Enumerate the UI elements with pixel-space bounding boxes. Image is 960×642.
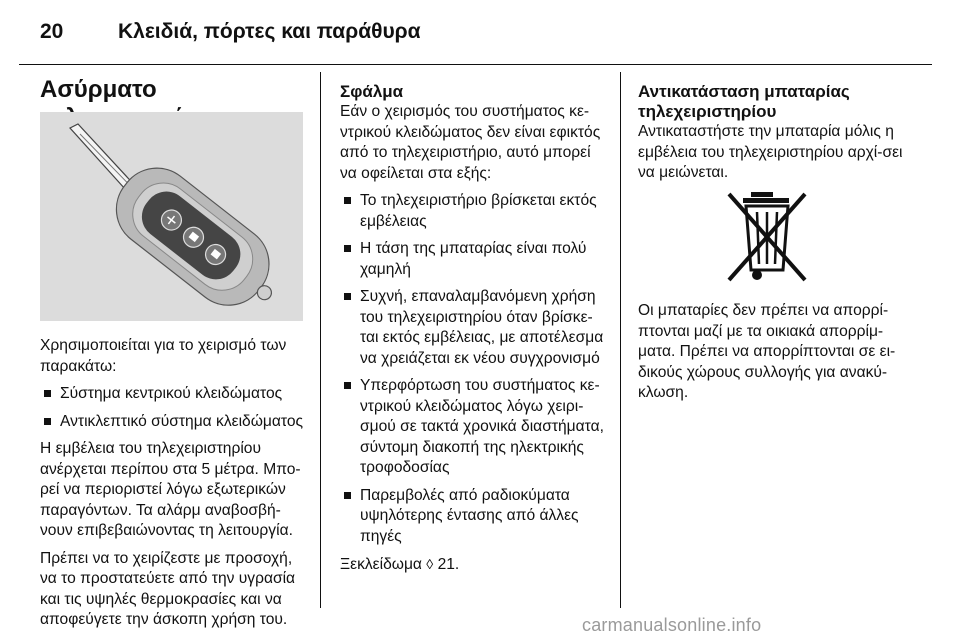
- list-item-text: Το τηλεχειριστήριο βρίσκεται εκτός εμβέλειας: [360, 192, 597, 230]
- list-item-text: Αντικλεπτικό σύστημα κλειδώματος: [60, 412, 304, 430]
- list-item: [340, 486, 608, 548]
- fault-list: [340, 191, 608, 547]
- header-rule: [19, 64, 932, 65]
- list-item-text: Παρεμβολές από ραδιοκύματα υψηλότερης έντασης από άλλες πηγές: [360, 486, 579, 545]
- list-item: [340, 287, 608, 369]
- list-item-text: Η τάση της μπαταρίας είναι πολύ χαμηλή: [360, 240, 587, 278]
- list-item: [40, 412, 308, 433]
- range-paragraph: Η εμβέλεια του τηλεχειριστηρίου ανέρχεται περίπου στα 5 μέτρα. Μπο-ρεί να περιοριστεί λόγω εξωτερικών παραγόντων. Τα αλάρμ αναβοσβή-νουν επιβεβαιώνοντας τη λειτουργία.: [40, 440, 301, 539]
- intro-text: Χρησιμοποιείται για το χειρισμό των παρακάτω:: [40, 337, 287, 375]
- bullet-square-icon: [344, 245, 351, 252]
- flip-key-icon: [40, 112, 303, 321]
- list-item-text: Συχνή, επαναλαμβανόμενη χρήση του τηλεχειριστηρίου όταν βρίσκε-ται εκτός εμβέλειας, με αποτέλεσμα να χρειάζεται εκ νέου συγχρονισμό: [360, 288, 604, 367]
- right-bottom: [638, 301, 906, 411]
- column-divider-1: [320, 72, 321, 608]
- right-top: [638, 82, 906, 191]
- bullet-square-icon: [44, 418, 51, 425]
- cross-reference[interactable]: [340, 554, 608, 576]
- bullet-square-icon: [344, 197, 351, 204]
- list-item: [340, 191, 608, 232]
- list-item: [340, 376, 608, 479]
- battery-paragraph: Αντικαταστήστε την μπαταρία μόλις η εμβέλεια του τηλεχειριστηρίου αρχί-σει να μειώνεται.: [638, 123, 903, 181]
- crossed-bin-image: [715, 186, 819, 286]
- crossed-out-wheelie-bin-icon: [715, 186, 819, 286]
- list-item-text: Υπερφόρτωση του συστήματος κε-ντρικού κλειδώματος λόγω χειρι-σμού σε τακτά χρονικά διαστήματα, σύντομη διακοπή της ηλεκτρικής τροφοδοσίας: [360, 377, 604, 476]
- fault-intro: Εάν ο χειρισμός του συστήματος κε-ντρικού κλειδώματος δεν είναι εφικτός από το τηλεχειριστήριο, αυτό μπορεί να οφείλεται στα εξής:: [340, 103, 601, 182]
- care-paragraph: Πρέπει να το χειρίζεστε με προσοχή, να το προστατεύετε από την υγρασία και τις υψηλές θερμοκρασίες και να αποφεύγετε την άσκοπη χρήση του.: [40, 549, 296, 628]
- chapter-title: Κλειδιά, πόρτες και παράθυρα: [118, 20, 421, 43]
- middle-body: [340, 82, 608, 583]
- remote-key-image: [40, 112, 303, 321]
- left-body: [40, 336, 308, 638]
- section-heading: Ασύρματο: [40, 76, 157, 103]
- list-item: [40, 384, 308, 405]
- list-item: [340, 239, 608, 280]
- fault-heading: Σφάλμα: [340, 82, 404, 101]
- site-watermark: carmanualsonline.info: [582, 615, 762, 635]
- bullet-square-icon: [344, 382, 351, 389]
- xref-page: 21.: [437, 556, 460, 573]
- bullet-square-icon: [44, 390, 51, 397]
- bullet-square-icon: [344, 492, 351, 499]
- feature-list: [40, 384, 308, 432]
- xref-arrow-icon: ◊: [426, 556, 434, 572]
- page-number: 20: [40, 20, 64, 43]
- column-divider-2: [620, 72, 621, 608]
- list-item-text: Σύστημα κεντρικού κλειδώματος: [60, 385, 283, 402]
- battery-heading: Αντικατάσταση μπαταρίας τηλεχειριστηρίου: [638, 82, 850, 121]
- disposal-paragraph: Οι μπαταρίες δεν πρέπει να απορρί-πτονται μαζί με τα οικιακά απορρίμ-ματα. Πρέπει να απορρίπτονται σε ει-δικούς χώρους συλλογής για ανακύ-κλωση.: [638, 302, 896, 401]
- xref-label: Ξεκλείδωμα: [340, 556, 422, 573]
- bullet-square-icon: [344, 293, 351, 300]
